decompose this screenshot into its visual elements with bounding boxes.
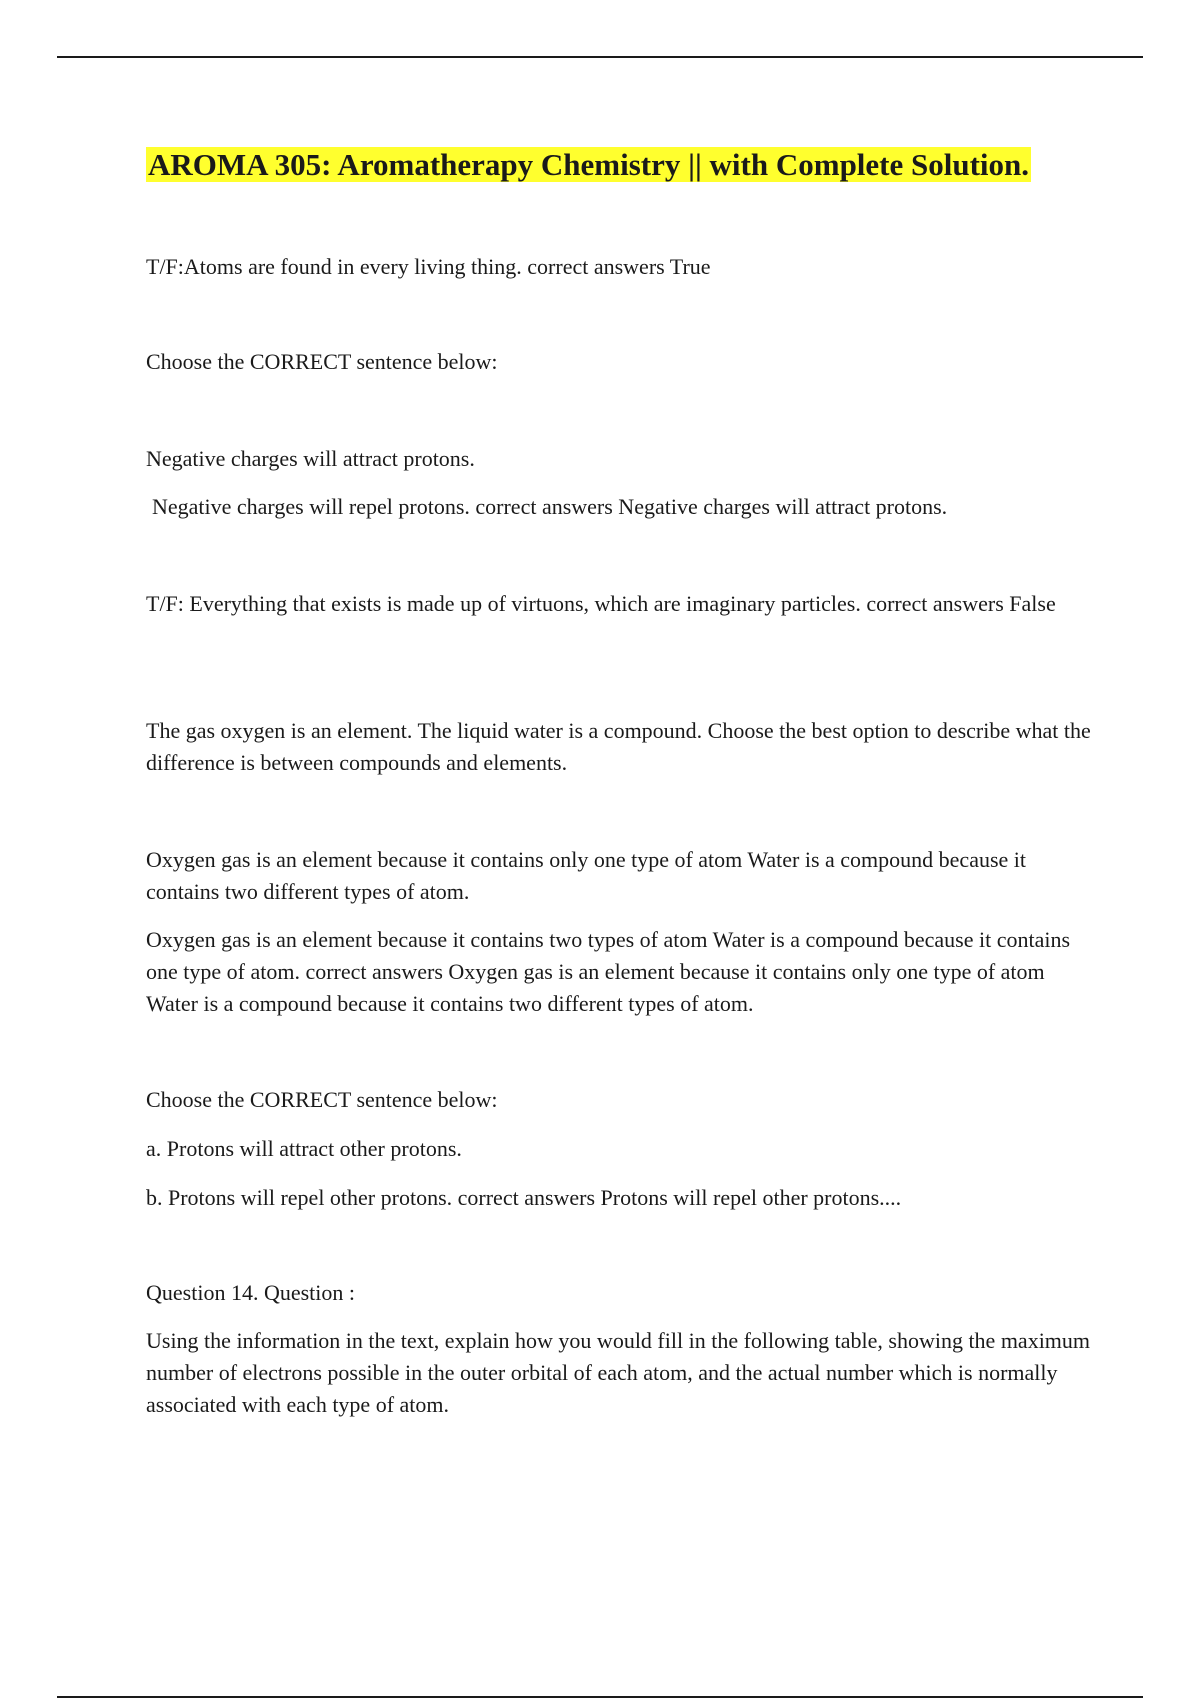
paragraph-oxygen-option-1: Oxygen gas is an element because it contains only one type of atom Water is a compound because it contains two different types of atom. — [146, 847, 1027, 904]
paragraph-tf-atoms: T/F:Atoms are found in every living thing. correct answers True — [146, 254, 711, 279]
paragraph-choose-correct-1: Choose the CORRECT sentence below: — [146, 349, 498, 374]
paragraph-option-repel-answer: Negative charges will repel protons. correct answers Negative charges will attract protons. — [152, 494, 948, 519]
title-highlight: AROMA 305: Aromatherapy Chemistry || with Complete Solution. — [148, 147, 1030, 182]
paragraph-option-a: a. Protons will attract other protons. — [146, 1136, 462, 1161]
paragraph-choose-correct-2: Choose the CORRECT sentence below: — [146, 1087, 498, 1112]
paragraph-table-question: Using the information in the text, explain how you would fill in the following table, showing the maximum number of electrons possible in the outer orbital of each atom, and the actual number which is normally associated with each type of atom. — [146, 1328, 1091, 1417]
paragraph-option-attract: Negative charges will attract protons. — [146, 446, 475, 471]
paragraph-oxygen-option-2-answer: Oxygen gas is an element because it contains two types of atom Water is a compound because it contains one type of atom. correct answers Oxygen gas is an element because it contains only one type of atom Water is a compound because it contains two different types of atom. — [146, 927, 1071, 1016]
paragraph-tf-virtuons: T/F: Everything that exists is made up of virtuons, which are imaginary particles. correct answers False — [146, 591, 1056, 616]
paragraph-option-b-answer: b. Protons will repel other protons. correct answers Protons will repel other protons.... — [146, 1185, 902, 1210]
header-rule — [57, 56, 1143, 58]
paragraph-question-14: Question 14. Question : — [146, 1280, 355, 1305]
document-title — [146, 145, 1031, 185]
footer-rule — [57, 1696, 1143, 1698]
paragraph-oxygen-question: The gas oxygen is an element. The liquid water is a compound. Choose the best option to describe what the difference is between compounds and elements. — [146, 718, 1091, 775]
